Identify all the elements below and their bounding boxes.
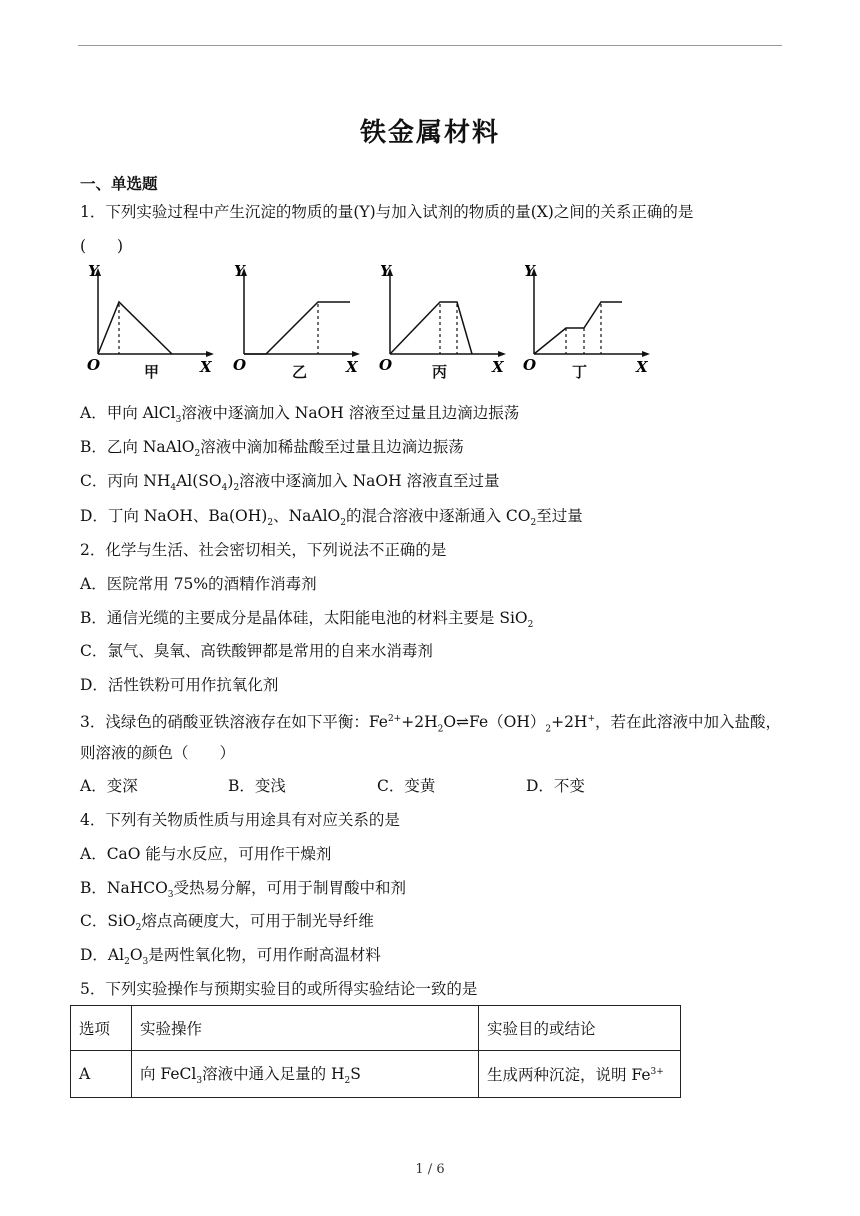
graph-ding <box>516 262 651 384</box>
graph-bing-origin: O <box>379 356 393 374</box>
q4-option-d: D．$Al_2O_3$是两性氧化物，可用作耐高温材料 <box>80 946 381 968</box>
header-rule <box>78 45 782 46</box>
q1-option-d: D．丁向 NaOH、$Ba(OH)_2$、NaAlO$_2$的混合溶液中逐渐通入 $CO_2$至过量 <box>80 507 583 529</box>
page-number: 1 / 6 <box>415 1162 445 1177</box>
row-a-option: A <box>71 1051 132 1098</box>
graph-jia-label: 甲 <box>143 363 159 381</box>
document-title: 铁金属材料 <box>359 118 500 148</box>
row-a-operation: 向 FeCl$_3$溶液中通入足量的 $H_2S$ <box>132 1051 479 1098</box>
q2-option-c: C．氯气、臭氧、高铁酸钾都是常用的自来水消毒剂 <box>80 642 433 660</box>
q1-option-c: C．丙向 $NH_4Al(SO_4)_2$溶液中逐滴加入 NaOH 溶液直至过量 <box>80 472 500 494</box>
q2-stem: 2．化学与生活、社会密切相关，下列说法不正确的是 <box>80 541 447 559</box>
q3-option-b: B．变浅 <box>228 777 286 795</box>
q3-option-c: C．变黄 <box>377 777 436 795</box>
q3-option-a: A．变深 <box>80 777 138 795</box>
q2-option-a: A．医院常用 75%的酒精作消毒剂 <box>80 575 317 593</box>
graph-yi-y: Y <box>234 262 245 280</box>
graph-ding-label: 丁 <box>571 363 587 381</box>
graph-ding-x: X <box>636 358 648 376</box>
graph-yi-origin: O <box>233 356 247 374</box>
q1-stem-bracket: ( ) <box>80 237 124 255</box>
q1-option-b: B．乙向 NaAlO$_2$溶液中滴加稀盐酸至过量且边滴边振荡 <box>80 438 464 460</box>
graph-ding-origin: O <box>523 356 537 374</box>
graph-jia-y: Y <box>88 262 99 280</box>
graph-jia <box>80 262 215 384</box>
q1-graphs <box>80 262 660 384</box>
q1-option-a: A．甲向 AlCl$_3$溶液中逐滴加入 NaOH 溶液至过量且边滴边振荡 <box>80 404 520 426</box>
q2-option-b: B．通信光缆的主要成分是晶体硅，太阳能电池的材料主要是 SiO$_2$ <box>80 609 534 631</box>
graph-bing <box>372 262 507 384</box>
q4-option-c: C．SiO$_2$熔点高硬度大，可用于制光导纤维 <box>80 912 374 934</box>
graph-ding-y: Y <box>524 262 535 280</box>
q2-option-d: D．活性铁粉可用作抗氧化剂 <box>80 676 279 694</box>
header-conclusion: 实验目的或结论 <box>479 1006 681 1051</box>
section-heading: 一、单选题 <box>80 175 158 193</box>
q1-stem: 1．下列实验过程中产生沉淀的物质的量(Y)与加入试剂的物质的量(X)之间的关系正确的是 <box>80 203 694 221</box>
q3-option-d: D．不变 <box>526 777 585 795</box>
q3-stem: 3．浅绿色的硝酸亚铁溶液存在如下平衡：$Fe^{2+}+2H_2O\rightleftharpoons Fe(OH)_2+2H^+$，若在此溶液中加入盐酸， <box>80 713 782 735</box>
graph-bing-label: 丙 <box>431 363 447 381</box>
header-option: 选项 <box>71 1006 132 1051</box>
q3-stem-2: 则溶液的颜色（ ） <box>80 744 236 762</box>
graph-yi-label: 乙 <box>291 363 307 381</box>
header-operation: 实验操作 <box>132 1006 479 1051</box>
graph-jia-x: X <box>200 358 212 376</box>
graph-bing-y: Y <box>380 262 391 280</box>
q4-option-b: B．NaHCO$_3$受热易分解，可用于制胃酸中和剂 <box>80 879 407 901</box>
graph-yi <box>226 262 361 384</box>
graph-bing-x: X <box>492 358 504 376</box>
graph-yi-x: X <box>346 358 358 376</box>
row-a-conclusion: 生成两种沉淀，说明 $Fe^{3+}$ <box>479 1051 681 1098</box>
q5-stem: 5．下列实验操作与预期实验目的或所得实验结论一致的是 <box>80 980 478 998</box>
q4-stem: 4．下列有关物质性质与用途具有对应关系的是 <box>80 811 400 829</box>
table-row <box>71 1051 681 1098</box>
q4-option-a: A．CaO 能与水反应，可用作干燥剂 <box>80 845 332 863</box>
graph-jia-origin: O <box>87 356 101 374</box>
q5-table <box>70 1005 681 1098</box>
table-header-row <box>71 1006 681 1051</box>
